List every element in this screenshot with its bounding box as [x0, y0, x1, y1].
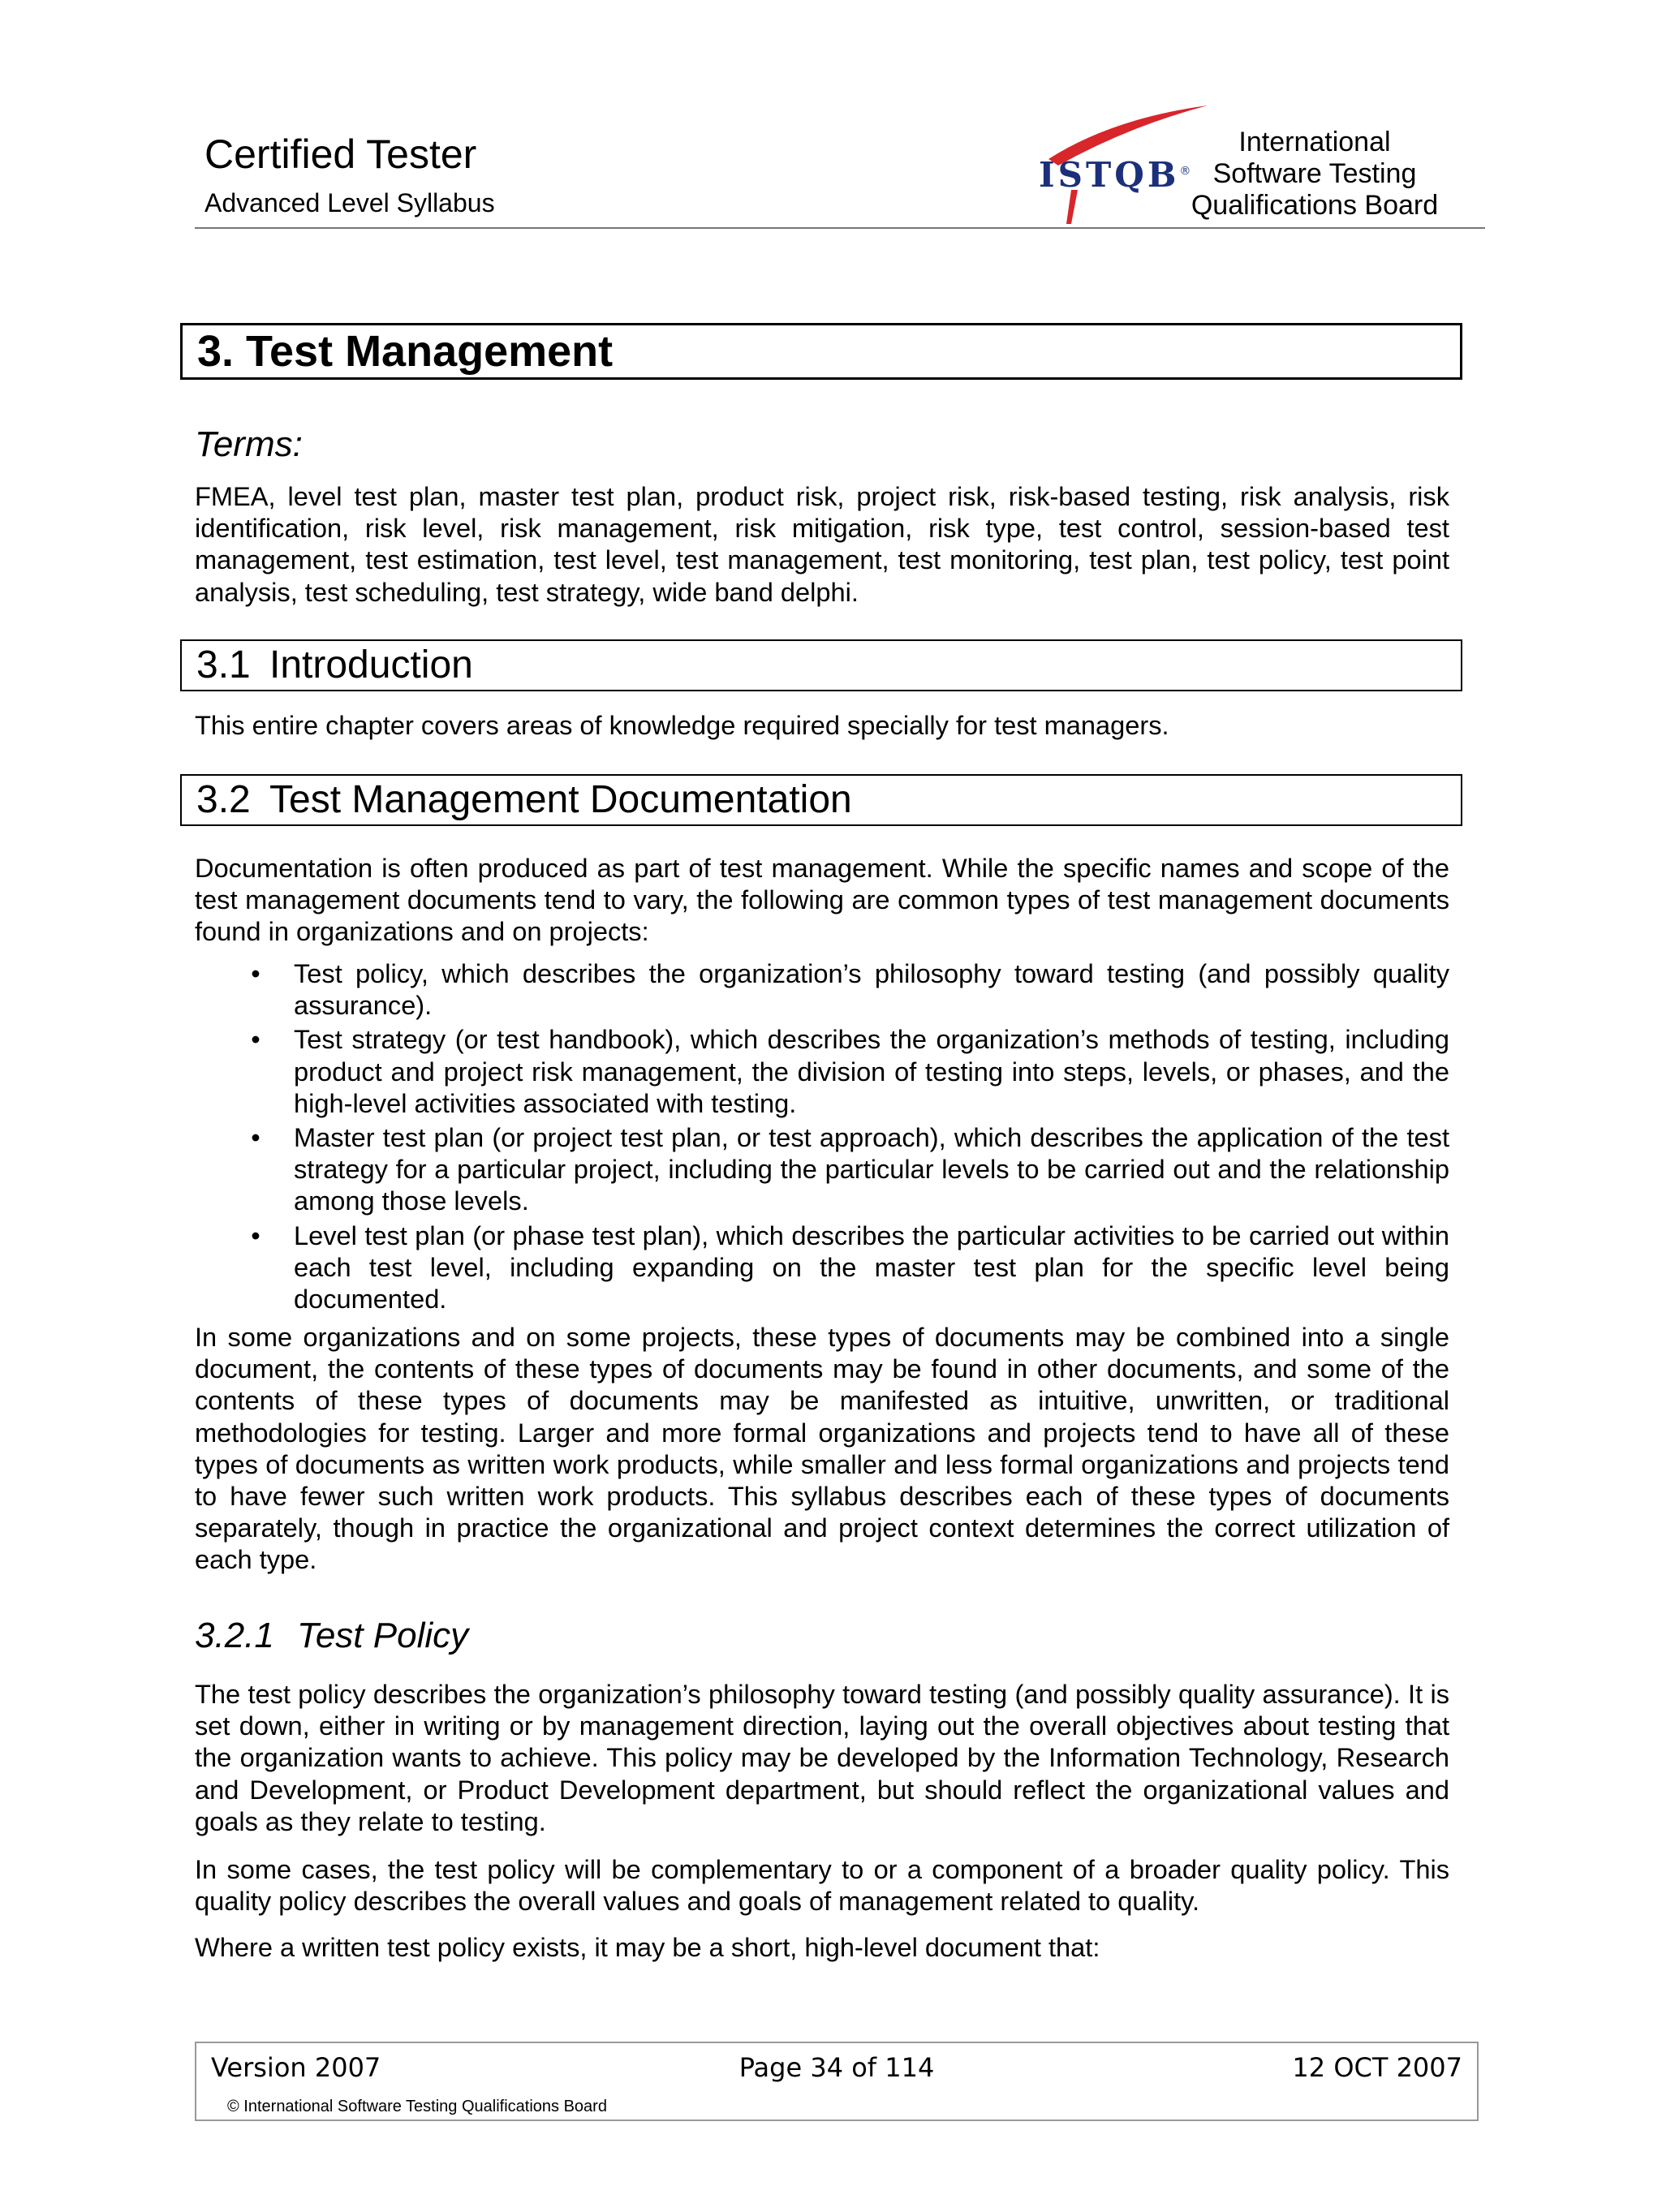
section-number: 3.1 [196, 643, 251, 686]
bullet-icon: • [251, 1220, 260, 1250]
section-heading-3-2 [180, 774, 1462, 826]
bullet-icon: • [251, 1122, 260, 1153]
list-item: • Level test plan (or phase test plan), which describes the particular activities to be carried out within each test level, including expanding on the master test plan for the specific level being documented. [195, 1220, 1449, 1315]
bullet-icon: • [251, 1024, 260, 1055]
list-item: • Test policy, which describes the organization’s philosophy toward testing (and possibly quality assurance). [195, 958, 1449, 1021]
org-line: Qualifications Board [1191, 190, 1439, 221]
document-types-list [195, 958, 1449, 1317]
section-title: Introduction [269, 643, 473, 686]
footer-date: 12 OCT 2007 [1292, 2052, 1462, 2083]
organization-name [1136, 127, 1493, 222]
documentation-paragraph: In some organizations and on some projects, these types of documents may be combined into a single document, the contents of these types of documents may be found in other documents, and some of the contents of these types of documents may be manifested as intuitive, unwritten, or traditional methodologies for testing. Larger and more formal organizations and projects tend to have all of these types of documents as written work products, while smaller and less formal organizations and projects tend to have fewer such written work products. This syllabus describes each of these types of documents separately, though in practice the organizational and project context determines the correct utilization of each type. [195, 1322, 1449, 1575]
bullet-icon: • [251, 958, 260, 988]
test-policy-paragraph-2: In some cases, the test policy will be complementary to or a component of a broader quality policy. This quality policy describes the overall values and goals of management related to quality. [195, 1854, 1449, 1917]
header-title: Certified Tester [205, 131, 477, 177]
org-line: International [1238, 127, 1391, 157]
terms-label: Terms: [195, 424, 303, 464]
page-footer [195, 2042, 1479, 2121]
test-policy-paragraph-3: Where a written test policy exists, it may be a short, high-level document that: [195, 1932, 1100, 1962]
documentation-intro: Documentation is often produced as part of test management. While the specific names and scope of the test management documents tend to vary, the following are common types of test management documents found in organizations and on projects: [195, 853, 1449, 947]
header-subtitle: Advanced Level Syllabus [205, 188, 495, 217]
footer-copyright: © International Software Testing Qualifications Board [227, 2098, 607, 2115]
org-line: Software Testing [1212, 158, 1417, 189]
subsection-number: 3.2.1 [195, 1616, 274, 1655]
test-policy-paragraph-1: The test policy describes the organization’s philosophy toward testing (and possibly quality assurance). It is set down, either in writing or by management direction, laying out the overall objectives about testing that the organization wants to achieve. This policy may be developed by the Information Technology, Research and Development, or Product Development department, but should reflect the organizational values and goals as they relate to testing. [195, 1679, 1449, 1836]
footer-page-number: Page 34 of 114 [738, 2052, 935, 2083]
chapter-heading: 3. Test Management [180, 323, 1462, 380]
subsection-heading-3-2-1 [195, 1615, 468, 1657]
terms-text: FMEA, level test plan, master test plan, product risk, project risk, risk-based testing, risk analysis, risk identification, risk level, risk management, risk mitigation, risk type, test control, session-based test management, test estimation, test level, test management, test monitoring, test plan, test policy, test point analysis, test scheduling, test strategy, wide band delphi. [195, 481, 1449, 607]
list-item: • Master test plan (or project test plan, or test approach), which describes the application of the test strategy for a particular project, including the particular levels to be carried out and the relationship among those levels. [195, 1121, 1449, 1217]
footer-version: Version 2007 [211, 2052, 381, 2083]
intro-text: This entire chapter covers areas of knowledge required specially for test managers. [195, 710, 1169, 740]
header-divider [195, 227, 1485, 229]
section-title: Test Management Documentation [269, 778, 852, 821]
istqb-logo: ISTQB® [1039, 155, 1191, 195]
subsection-title: Test Policy [297, 1616, 469, 1655]
section-heading-3-1 [180, 639, 1462, 691]
list-item: • Test strategy (or test handbook), which describes the organization’s methods of testing, including product and project risk management, the division of testing into steps, levels, or phases, and the high-level activities associated with testing. [195, 1023, 1449, 1119]
section-number: 3.2 [196, 778, 251, 821]
